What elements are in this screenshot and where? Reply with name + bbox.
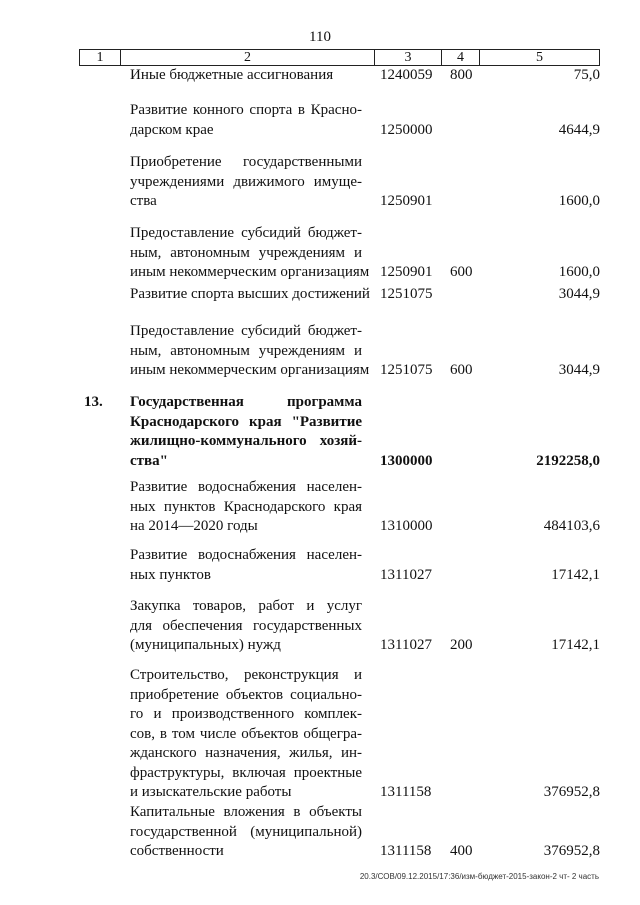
description-line: жилищно-коммунального хозяй- bbox=[130, 433, 362, 449]
row-expense-type: 800 bbox=[450, 67, 473, 83]
description-line: на 2014—2020 годы bbox=[130, 518, 258, 534]
row-target-code: 1250901 bbox=[380, 193, 433, 209]
description-line: (муниципальных) нужд bbox=[130, 637, 281, 653]
column-header-1: 1 bbox=[80, 50, 121, 65]
description-line: Государственная программа bbox=[130, 394, 362, 410]
row-expense-type: 600 bbox=[450, 362, 473, 378]
description-line: Краснодарского края "Развитие bbox=[130, 413, 362, 430]
description-line: ных пунктов Краснодарского края bbox=[130, 498, 362, 515]
row-amount: 3044,9 bbox=[558, 286, 600, 302]
column-header-2: 2 bbox=[121, 50, 375, 65]
row-description bbox=[130, 803, 362, 862]
row-description bbox=[130, 393, 362, 471]
row-target-code: 1310000 bbox=[380, 518, 433, 534]
row-target-code: 1251075 bbox=[380, 362, 433, 378]
description-line: Закупка товаров, работ и услуг bbox=[130, 598, 362, 614]
row-expense-type: 400 bbox=[450, 843, 473, 859]
page-number: 110 bbox=[309, 29, 331, 45]
row-amount: 376952,8 bbox=[543, 843, 600, 859]
row-description bbox=[130, 66, 362, 86]
description-line: фраструктуры, включая проектные bbox=[130, 764, 362, 781]
row-target-code: 1250000 bbox=[380, 121, 433, 138]
row-amount: 4644,9 bbox=[558, 121, 600, 138]
description-line: Приобретение государственными bbox=[130, 154, 362, 170]
row-description bbox=[130, 478, 362, 537]
row-description bbox=[130, 597, 362, 656]
description-line: Предоставление субсидий бюджет- bbox=[130, 323, 362, 339]
description-line: для обеспечения государственных bbox=[130, 617, 362, 634]
row-amount: 1600,0 bbox=[558, 193, 600, 209]
column-header-4: 4 bbox=[442, 50, 480, 65]
row-description bbox=[130, 285, 370, 305]
description-line: собственности bbox=[130, 843, 224, 859]
document-footer: 20.3/СОВ/09.12.2015/17:36/изм-бюджет-2015-закон-2 чт- 2 часть bbox=[359, 872, 599, 881]
description-line: учреждениями движимого имуще- bbox=[130, 173, 362, 190]
row-description bbox=[130, 322, 370, 381]
description-line: сов, в том числе объектов общегра- bbox=[130, 725, 362, 742]
description-line: Капитальные вложения в объекты bbox=[130, 804, 362, 820]
description-line: приобретение объектов социально- bbox=[130, 686, 362, 703]
column-header-row bbox=[79, 49, 600, 66]
row-target-code: 1311027 bbox=[380, 566, 432, 583]
row-target-code: 1311158 bbox=[380, 843, 432, 859]
row-target-code: 1311027 bbox=[380, 637, 432, 653]
row-amount: 3044,9 bbox=[558, 362, 600, 378]
description-line: и изыскательские работы bbox=[130, 784, 292, 800]
row-amount: 2192258,0 bbox=[536, 452, 600, 469]
row-description bbox=[130, 153, 362, 212]
row-target-code: 1240059 bbox=[380, 67, 433, 83]
row-description bbox=[130, 224, 370, 283]
row-expense-type: 600 bbox=[450, 264, 473, 280]
row-amount: 376952,8 bbox=[543, 784, 600, 800]
description-line: ных пунктов bbox=[130, 566, 211, 583]
row-amount: 484103,6 bbox=[543, 518, 600, 534]
description-line: Развитие спорта высших достижений bbox=[130, 286, 370, 302]
description-line: ства bbox=[130, 193, 157, 209]
row-amount: 75,0 bbox=[573, 67, 600, 83]
description-line: жданского назначения, жилья, ин- bbox=[130, 745, 362, 761]
row-description bbox=[130, 101, 362, 140]
description-line: иным некоммерческим организациям bbox=[130, 362, 370, 378]
row-target-code: 1311158 bbox=[380, 784, 432, 800]
column-header-3: 3 bbox=[375, 50, 442, 65]
description-line: Предоставление субсидий бюджет- bbox=[130, 225, 362, 241]
row-amount: 1600,0 bbox=[558, 264, 600, 280]
description-line: го и производственного комплек- bbox=[130, 706, 362, 722]
description-line: Строительство, реконструкция и bbox=[130, 667, 362, 683]
row-amount: 17142,1 bbox=[551, 637, 600, 653]
description-line: государственной (муниципальной) bbox=[130, 823, 362, 840]
row-target-code: 1250901 bbox=[380, 264, 433, 280]
description-line: ным, автономным учреждениям и bbox=[130, 244, 362, 261]
description-line: дарском крае bbox=[130, 121, 214, 138]
description-line: ства" bbox=[130, 452, 168, 469]
description-line: Развитие водоснабжения населен- bbox=[130, 479, 362, 495]
description-line: ным, автономным учреждениям и bbox=[130, 342, 362, 359]
row-amount: 17142,1 bbox=[551, 566, 600, 583]
description-line: иным некоммерческим организациям bbox=[130, 264, 370, 280]
row-number: 13. bbox=[84, 394, 103, 410]
column-header-5: 5 bbox=[536, 50, 543, 65]
row-expense-type: 200 bbox=[450, 637, 473, 653]
description-line: Развитие водоснабжения населен- bbox=[130, 547, 362, 563]
row-description bbox=[130, 666, 362, 803]
description-line: Развитие конного спорта в Красно- bbox=[130, 102, 362, 118]
row-target-code: 1251075 bbox=[380, 286, 433, 302]
description-line: Иные бюджетные ассигнования bbox=[130, 67, 334, 83]
row-target-code: 1300000 bbox=[380, 452, 433, 469]
row-description bbox=[130, 546, 362, 585]
